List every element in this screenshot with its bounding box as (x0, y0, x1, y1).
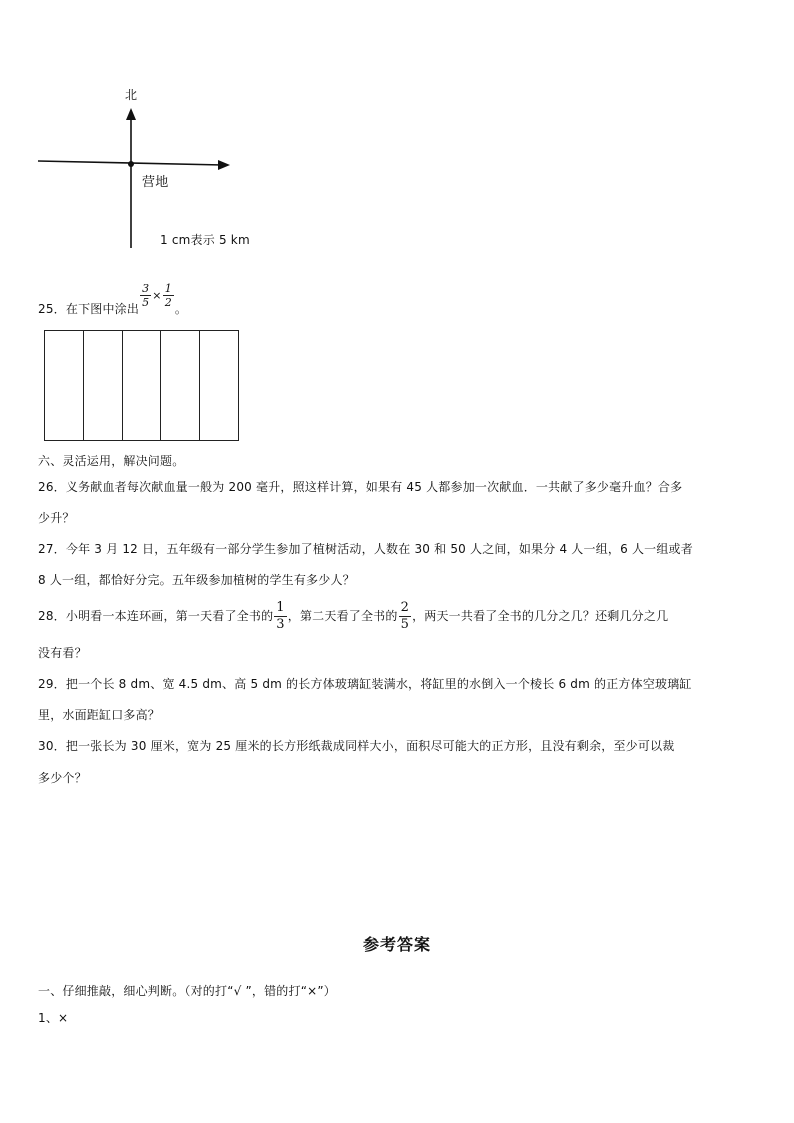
question-29-line1: 29．把一个长 8 dm、宽 4.5 dm、高 5 dm 的长方体玻璃缸装满水，将缸里的水倒入一个棱长 6 dm 的正方体空玻璃缸 (38, 677, 692, 691)
grid-column[interactable] (123, 331, 162, 440)
q25-frac1-denominator: 5 (142, 296, 150, 309)
q28-part1: 28．小明看一本连环画，第一天看了全书的 (38, 609, 274, 623)
answer-1: 1、× (38, 1011, 69, 1025)
question-26-line2: 少升？ (38, 511, 75, 525)
map-axes (30, 80, 260, 255)
north-arrowhead (126, 108, 136, 120)
question-27-line2: 8 人一组，都恰好分完。五年级参加植树的学生有多少人？ (38, 573, 355, 587)
q25-fraction-1 (140, 283, 151, 308)
grid-column[interactable] (161, 331, 200, 440)
q28-fraction-2 (399, 601, 411, 632)
q25-text: 25．在下图中涂出 (38, 302, 140, 316)
q28-frac1-denominator: 3 (276, 616, 285, 632)
q28-fraction-1 (274, 601, 286, 632)
north-label: 北 (125, 88, 138, 102)
question-28-line1 (38, 598, 668, 634)
q25-frac1-numerator: 3 (142, 282, 150, 295)
grid-column[interactable] (84, 331, 123, 440)
q25-frac2-numerator: 1 (164, 282, 172, 295)
scale-label: 1 cm表示 5 km (160, 233, 250, 247)
direction-map (30, 80, 260, 255)
grid-column[interactable] (200, 331, 238, 440)
q28-part3: ，两天一共看了全书的几分之几？还剩几分之几 (412, 609, 669, 623)
question-28-line2: 没有看？ (38, 646, 87, 660)
question-29-line2: 里，水面距缸口多高？ (38, 708, 161, 722)
q25-fraction-2 (163, 283, 174, 308)
answers-section-1: 一、仔细推敲，细心判断。（对的打“√ ”，错的打“×”） (38, 984, 336, 998)
q25-frac2-denominator: 2 (164, 296, 172, 309)
section-6-heading: 六、灵活运用，解决问题。 (38, 454, 185, 468)
question-30-line1: 30．把一张长为 30 厘米，宽为 25 厘米的长方形纸裁成同样大小，面积尽可能大的正方形，且没有剩余，至少可以裁 (38, 739, 675, 753)
question-25 (38, 278, 187, 318)
question-30-line2: 多少个？ (38, 771, 87, 785)
q25-expression (139, 283, 175, 308)
east-arrowhead (218, 160, 230, 170)
grid-column[interactable] (45, 331, 84, 440)
answers-title: 参考答案 (362, 935, 431, 954)
q28-frac2-numerator: 2 (400, 599, 410, 615)
question-27-line1: 27．今年 3 月 12 日，五年级有一部分学生参加了植树活动，人数在 30 和 50 人之间，如果分 4 人一组，6 人一组或者 (38, 542, 693, 556)
q28-part2: ，第二天看了全书的 (287, 609, 398, 623)
question-26-line1: 26．义务献血者每次献血量一般为 200 毫升，照这样计算，如果有 45 人都参加一次献血．一共献了多少毫升血？合多 (38, 480, 683, 494)
camp-point (128, 161, 134, 167)
q28-frac1-numerator: 1 (276, 599, 285, 615)
q25-period: 。 (174, 302, 188, 316)
times-sign: × (152, 288, 162, 302)
shading-grid[interactable] (44, 330, 239, 441)
q28-frac2-denominator: 5 (400, 616, 410, 632)
camp-label: 营地 (142, 175, 169, 190)
